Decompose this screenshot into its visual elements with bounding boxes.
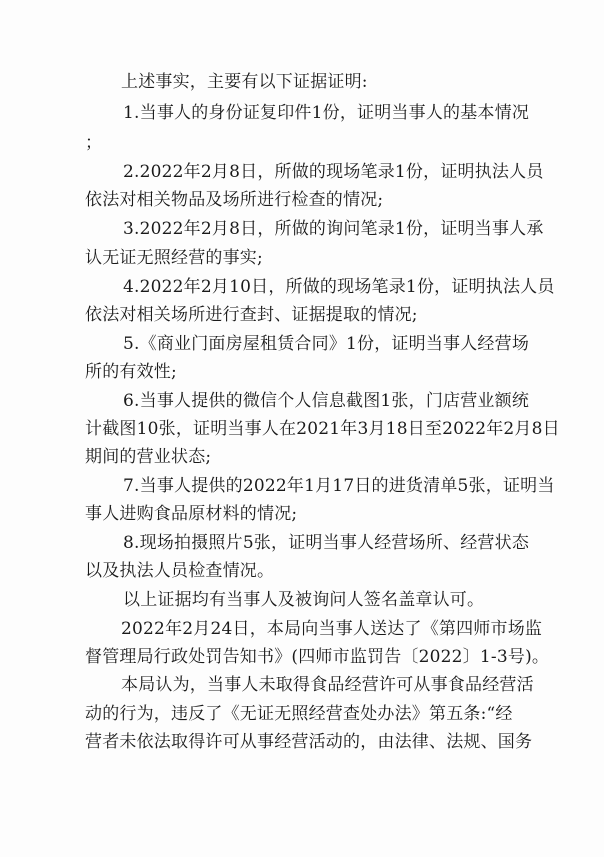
doc-line: 所的有效性; [85, 362, 177, 382]
doc-line: 5.《商业门面房屋租赁合同》1份，证明当事人经营场 [123, 334, 530, 354]
doc-line: 营者未依法取得许可从事经营活动的，由法律、法规、国务 [85, 732, 533, 752]
doc-line: ； [85, 133, 103, 153]
doc-line: 2.2022年2月8日，所做的现场笔录1份，证明执法人员 [123, 162, 544, 182]
doc-line: 以上证据均有当事人及被询问人签名盖章认可。 [123, 590, 485, 610]
doc-line: 7.当事人提供的2022年1月17日的进货清单5张，证明当 [123, 476, 555, 496]
doc-line: 上述事实，主要有以下证据证明: [121, 72, 368, 92]
doc-line: 2022年2月24日，本局向当事人送达了《第四师市场监 [121, 619, 543, 639]
doc-line: 本局认为，当事人未取得食品经营许可从事食品经营活 [121, 675, 534, 695]
doc-line: 督管理局行政处罚告知书》(四师市监罚告〔2022〕1-3号)。 [85, 647, 550, 667]
doc-line: 4.2022年2月10日，所做的现场笔录1份，证明执法人员 [123, 277, 555, 297]
doc-line: 以及执法人员检查情况。 [85, 561, 275, 581]
doc-line: 动的行为，违反了《无证无照经营查处办法》第五条:“经 [85, 704, 513, 724]
doc-line: 依法对相关物品及场所进行检查的情况; [85, 190, 384, 210]
doc-line: 1.当事人的身份证复印件1份，证明当事人的基本情况 [123, 103, 530, 123]
doc-line: 计截图10张，证明当事人在2021年3月18日至2022年2月8日 [85, 419, 560, 439]
doc-line: 期间的营业状态; [85, 447, 212, 467]
doc-line: 3.2022年2月8日，所做的询问笔录1份，证明当事人承 [123, 219, 544, 239]
doc-line: 事人进购食品原材料的情况; [85, 504, 298, 524]
doc-line: 8.现场拍摄照片5张，证明当事人经营场所、经营状态 [123, 533, 530, 553]
doc-line: 6.当事人提供的微信个人信息截图1张，门店营业额统 [123, 391, 530, 411]
doc-line: 认无证无照经营的事实; [85, 248, 263, 268]
doc-line: 依法对相关场所进行查封、证据提取的情况; [85, 305, 418, 325]
